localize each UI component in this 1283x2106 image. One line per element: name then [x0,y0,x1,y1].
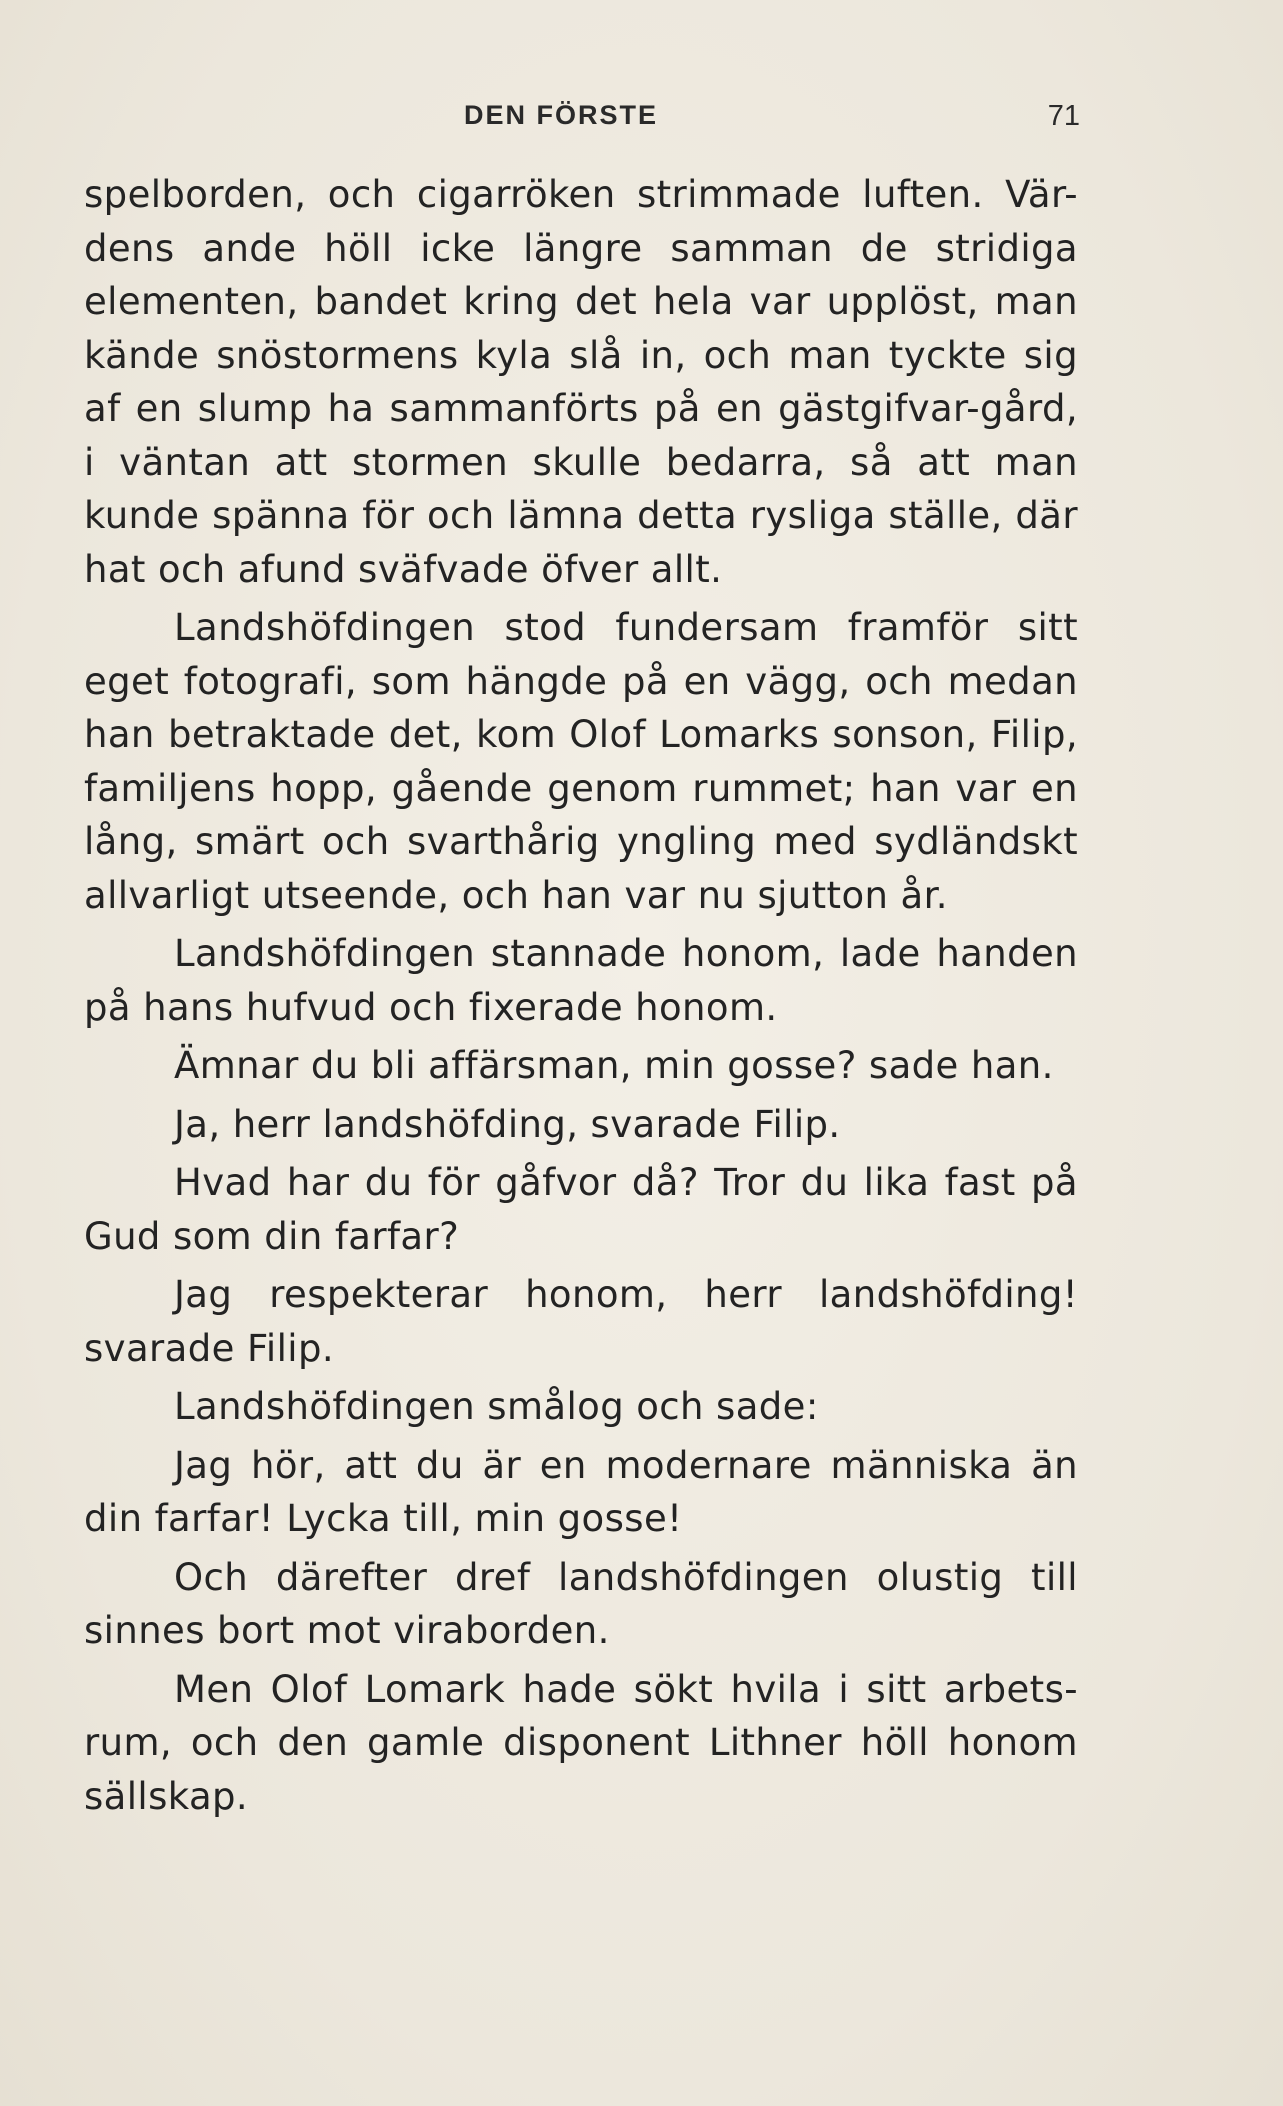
dialogue-line: Ämnar du bli affärsman, min gosse? sade han. [174,1044,1054,1087]
dialogue-line: Jag hör, att du är en modernare människa än din farfar! Lycka till, min gosse! [84,1443,1078,1540]
paragraph: Landshöfdingen smålog och sade: [174,1385,819,1428]
page-number: 71 [1047,100,1080,132]
paragraph: Men Olof Lomark hade sökt hvila i sitt arbets-rum, och den gamle disponent Lithner höll honom sällskap. [84,1667,1078,1818]
body-text [84,168,1078,1823]
paragraph: Landshöfdingen stannade honom, lade handen på hans hufvud och fixerade honom. [84,932,1078,1029]
dialogue-line: Ja, herr landshöfding, svarade Filip. [174,1102,841,1146]
running-head [84,100,1084,140]
dialogue-line: Hvad har du för gåfvor då? Tror du lika fast på Gud som din farfar? [84,1161,1078,1258]
paragraph: Landshöfdingen stod fundersam framför sitt eget fotografi, som hängde på en vägg, och medan han betraktade det, kom Olof Lomarks sonson, Filip, familjens hopp, gående genom rummet; han var en lång, smärt och svarthårig yngling med sydländskt allvarligt utseende, och han var nu sjutton år. [84,606,1078,917]
paragraph-continuation: spelborden, och cigarröken strimmade luften. Vär-dens ande höll icke längre samman de stridiga elementen, bandet kring det hela var upplöst, man kände snöstormens kyla slå in, och man tyckte sig af en slump ha sammanförts på en gästgifvar-gård, i väntan att stormen skulle bedarra, så att man kunde spänna för och lämna detta rysliga ställe, där hat och afund sväfvade öfver allt. [84,173,1078,591]
paragraph: Och därefter dref landshöfdingen olustig till sinnes bort mot viraborden. [84,1555,1078,1652]
dialogue-line: Jag respekterar honom, herr landshöfding! svarade Filip. [84,1273,1078,1370]
chapter-title: DEN FÖRSTE [464,100,659,130]
